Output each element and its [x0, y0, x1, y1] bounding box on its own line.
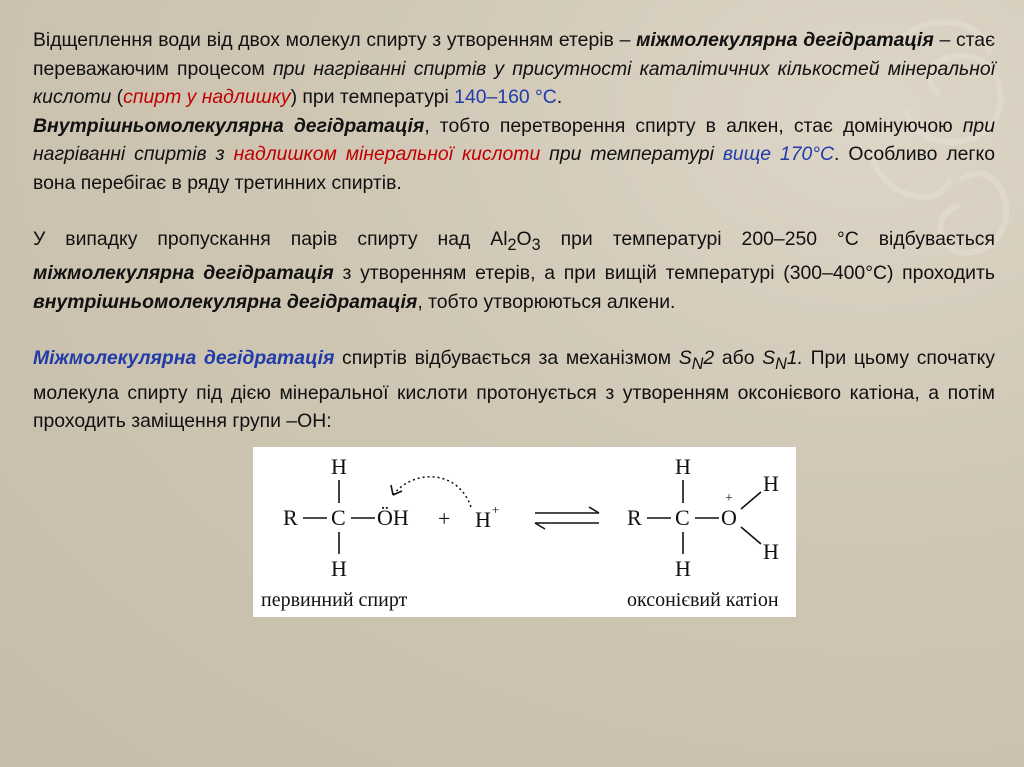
temperature-range-highlight: 140–160 °С — [454, 86, 557, 108]
paragraph-intramolecular: Внутрішньомолекулярна дегідратація, тобто перетворення спирту в алкен, стає домінуючою при нагріванні спиртів з надлишком мінеральної кислоти при температурі вище 170°С. Особливо легко вона перебігає в ряду третинних спиртів. — [33, 114, 995, 194]
cation-r: R — [627, 505, 642, 530]
paragraph-mechanism: Міжмолекулярна дегідратація спиртів відбувається за механізмом $S_N2$ або $S_N1$. При цьому спочатку молекула спирту під дією мінеральної кислоти протонується з утворенням оксонієвого катіона, а потім проходить заміщення групи –ОН: — [33, 347, 995, 433]
term-intramolecular-dehydration: Внутрішньомолекулярна дегідратація — [33, 114, 425, 137]
alcohol-oh: ÖH — [377, 505, 409, 530]
caption-oxonium-cation: оксонієвий катіон — [627, 589, 779, 611]
cation-c: C — [675, 505, 690, 530]
proton-h: H — [475, 507, 491, 532]
alcohol-c: C — [331, 505, 346, 530]
term-intermolecular-dehydration: міжмолекулярна дегідратація — [636, 29, 934, 51]
main-text — [33, 26, 995, 436]
acid-excess-highlight: надлишком мінеральної кислоти — [233, 143, 541, 165]
caption-primary-alcohol: первинний спирт — [261, 589, 408, 611]
plus-sign: + — [438, 506, 451, 531]
cation-o: O — [721, 505, 737, 530]
alcohol-h-top: H — [331, 454, 347, 479]
cation-h-lower: H — [763, 539, 779, 564]
cation-h-upper: H — [763, 471, 779, 496]
term-intermolecular-dehydration-blue: Міжмолекулярна дегідратація — [33, 347, 335, 370]
temperature-above-highlight: вище 170°С — [722, 143, 835, 165]
proton-charge: + — [492, 502, 500, 517]
electron-pair-arrow — [393, 477, 471, 507]
cation-charge: + — [725, 491, 733, 506]
alcohol-h-bottom: H — [331, 556, 347, 581]
cation-h-bottom: H — [675, 556, 691, 581]
cation-h-top: H — [675, 454, 691, 479]
alcohol-r: R — [283, 505, 298, 530]
paragraph-intermolecular-intro: Відщеплення води від двох молекул спирту з утворенням етерів – міжмолекулярна дегідратація – стає переважаючим процесом при нагріванні спиртів у присутності каталітичних кількостей мінеральної кислоти (спирт у надлишку) при температурі 140–160 °С. — [33, 29, 995, 108]
alcohol-excess-highlight: спирт у надлишку — [123, 86, 291, 108]
reaction-scheme — [253, 447, 796, 617]
paragraph-al2o3: У випадку пропускання парів спирту над $Al_2O_3$ при температурі 200–250 °С відбувається міжмолекулярна дегідратація з утворенням етерів, а при вищій температурі (300–400°С) проходить внутрішньомолекулярна дегідратація, тобто утворюються алкени. — [33, 228, 996, 313]
